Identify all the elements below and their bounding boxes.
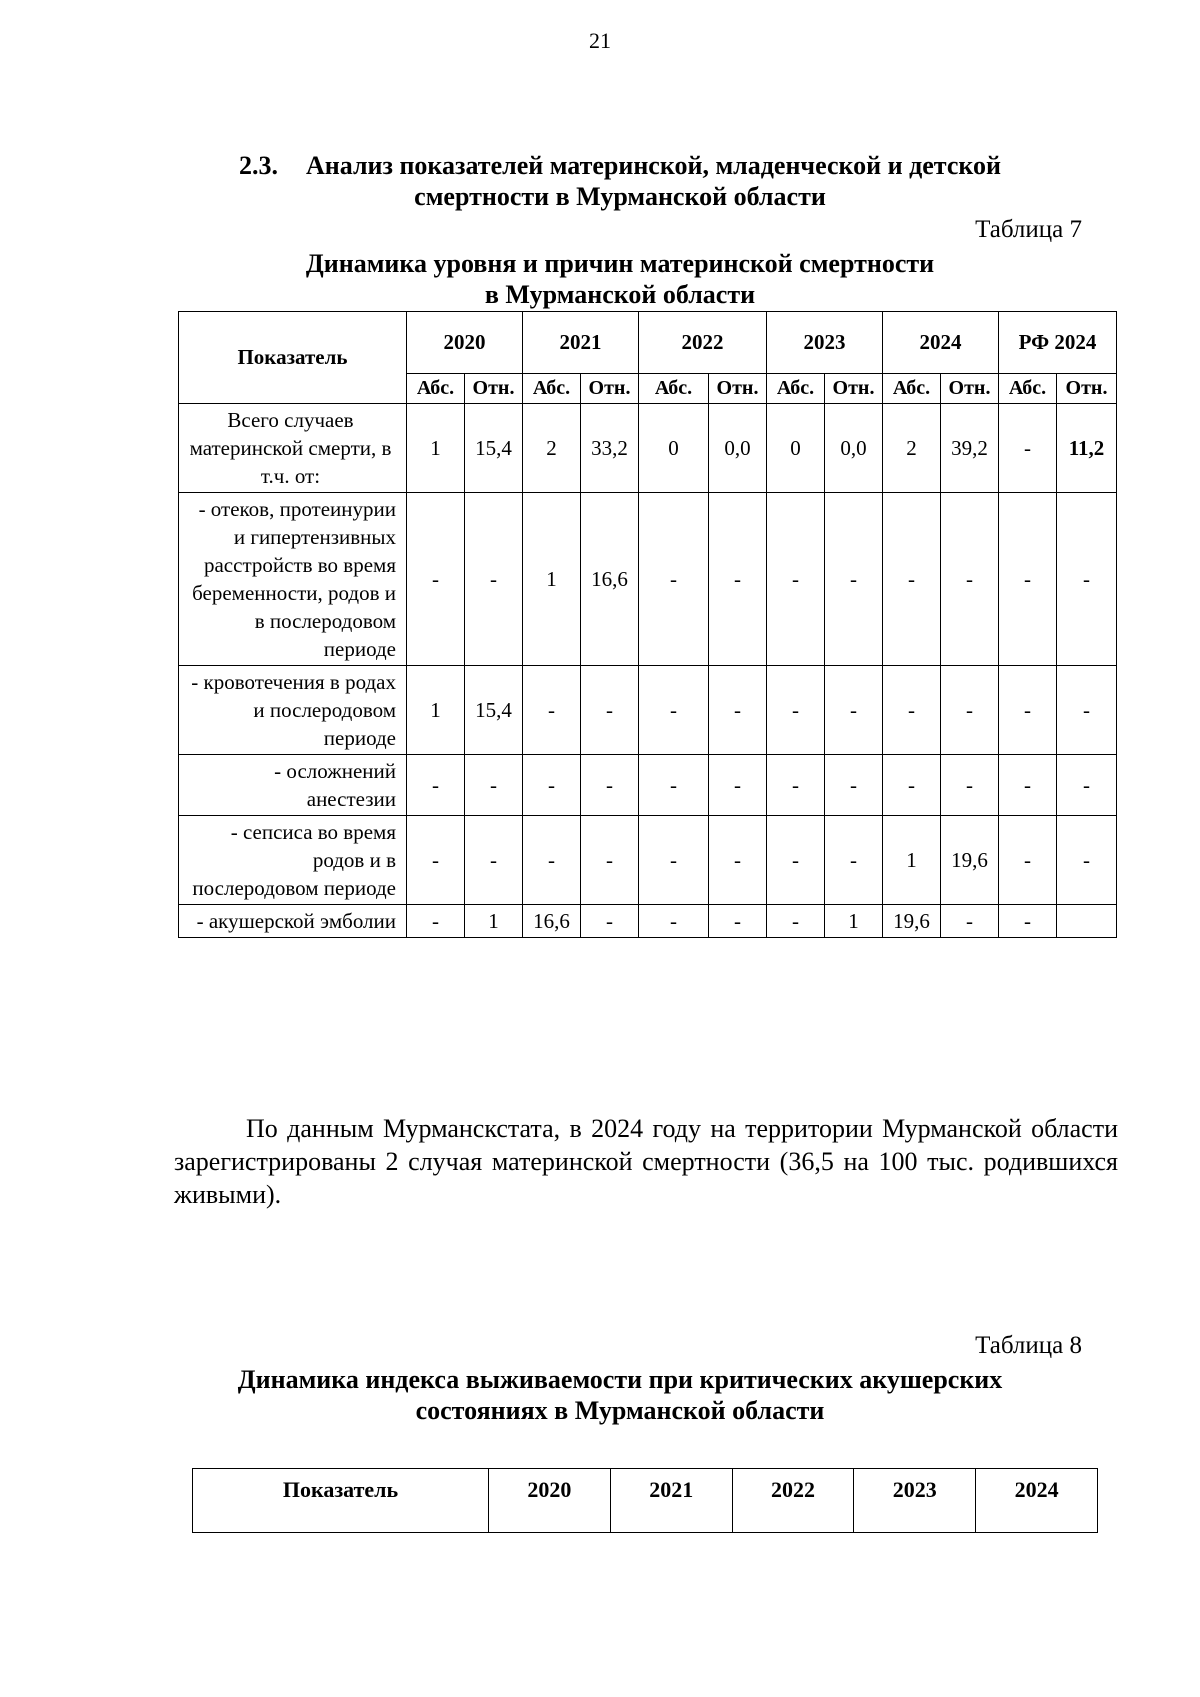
table-cell: - bbox=[581, 816, 639, 905]
table-cell: 15,4 bbox=[465, 404, 523, 493]
table-cell: 1 bbox=[883, 816, 941, 905]
table-cell: 1 bbox=[407, 666, 465, 755]
section-title-line1: Анализ показателей материнской, младенческой и детской bbox=[305, 151, 1002, 180]
row-label: Всего случаев материнской смерти, в т.ч. от: bbox=[179, 404, 407, 493]
table-cell: - bbox=[883, 493, 941, 666]
table-cell: - bbox=[639, 816, 709, 905]
table-cell: - bbox=[825, 816, 883, 905]
table-cell: 33,2 bbox=[581, 404, 639, 493]
table-cell: - bbox=[709, 493, 767, 666]
section-number: 2.3. bbox=[238, 151, 278, 180]
table-cell: - bbox=[407, 755, 465, 816]
table-cell: - bbox=[825, 493, 883, 666]
table-cell: - bbox=[465, 755, 523, 816]
table8-title-line2: состояниях в Мурманской области bbox=[415, 1396, 825, 1425]
table-cell: 2 bbox=[523, 404, 581, 493]
table-row bbox=[179, 905, 1117, 938]
table-cell: - bbox=[767, 755, 825, 816]
header-abs: Абс. bbox=[523, 374, 581, 404]
table-cell: - bbox=[941, 755, 999, 816]
table-cell: 15,4 bbox=[465, 666, 523, 755]
table-cell: - bbox=[407, 816, 465, 905]
table-cell: 0 bbox=[639, 404, 709, 493]
table-cell: - bbox=[825, 755, 883, 816]
header-abs: Абс. bbox=[407, 374, 465, 404]
survival-index-table bbox=[192, 1468, 1098, 1533]
header-rel: Отн. bbox=[825, 374, 883, 404]
header-abs: Абс. bbox=[639, 374, 709, 404]
table-cell: - bbox=[1057, 816, 1117, 905]
row-label: - кровотечения в родах и послеродовом периоде bbox=[179, 666, 407, 755]
header-indicator: Показатель bbox=[193, 1469, 489, 1533]
table-row bbox=[179, 816, 1117, 905]
table8-title bbox=[170, 1364, 1070, 1426]
table-cell: - bbox=[999, 755, 1057, 816]
table-cell: - bbox=[709, 755, 767, 816]
table-cell: - bbox=[639, 905, 709, 938]
table-cell: - bbox=[767, 905, 825, 938]
table7-title-line1: Динамика уровня и причин материнской смертности bbox=[305, 249, 935, 278]
table-cell: 11,2 bbox=[1057, 404, 1117, 493]
table-cell: - bbox=[581, 666, 639, 755]
table-cell: - bbox=[999, 666, 1057, 755]
header-year: 2021 bbox=[610, 1469, 732, 1533]
header-year: 2024 bbox=[883, 312, 999, 374]
table-cell: 0 bbox=[767, 404, 825, 493]
row-label: - акушерской эмболии bbox=[179, 905, 407, 938]
table7-body bbox=[179, 404, 1117, 938]
table-cell: - bbox=[999, 816, 1057, 905]
table-cell: 0,0 bbox=[825, 404, 883, 493]
table7-title-line2: в Мурманской области bbox=[484, 280, 756, 309]
row-label: - осложнений анестезии bbox=[179, 755, 407, 816]
header-rel: Отн. bbox=[465, 374, 523, 404]
table-row bbox=[179, 493, 1117, 666]
table-cell: - bbox=[407, 905, 465, 938]
table-cell: 19,6 bbox=[941, 816, 999, 905]
header-year: 2024 bbox=[976, 1469, 1098, 1533]
table-cell: - bbox=[709, 816, 767, 905]
table-cell: - bbox=[465, 493, 523, 666]
header-year: 2020 bbox=[489, 1469, 611, 1533]
table-cell: - bbox=[883, 666, 941, 755]
table-cell: 16,6 bbox=[581, 493, 639, 666]
table-cell: - bbox=[465, 816, 523, 905]
header-year: 2020 bbox=[407, 312, 523, 374]
table-cell: - bbox=[709, 666, 767, 755]
header-year: 2022 bbox=[732, 1469, 854, 1533]
header-year: 2023 bbox=[767, 312, 883, 374]
table-cell: - bbox=[883, 755, 941, 816]
table-cell: 1 bbox=[825, 905, 883, 938]
header-abs: Абс. bbox=[883, 374, 941, 404]
table-cell: - bbox=[709, 905, 767, 938]
table-cell: - bbox=[581, 905, 639, 938]
maternal-mortality-table bbox=[178, 311, 1117, 938]
body-paragraph: По данным Мурманскстата, в 2024 году на территории Мурманской области зарегистрированы 2 случая материнской смертности (36,5 на 100 тыс. родившихся живыми). bbox=[174, 1114, 1118, 1209]
header-year: РФ 2024 bbox=[999, 312, 1117, 374]
table-cell: - bbox=[767, 666, 825, 755]
header-rel: Отн. bbox=[1057, 374, 1117, 404]
row-label: - отеков, протеинурии и гипертензивных расстройств во время беременности, родов и в послеродовом периоде bbox=[179, 493, 407, 666]
table-cell bbox=[1057, 905, 1117, 938]
table-row bbox=[179, 666, 1117, 755]
table-cell: - bbox=[639, 666, 709, 755]
section-title-line2: смертности в Мурманской области bbox=[414, 182, 826, 211]
table-cell: - bbox=[999, 404, 1057, 493]
header-year: 2022 bbox=[639, 312, 767, 374]
header-year: 2021 bbox=[523, 312, 639, 374]
table-cell: 1 bbox=[407, 404, 465, 493]
table8-caption: Таблица 8 bbox=[975, 1332, 1082, 1359]
section-title bbox=[170, 150, 1070, 212]
table-cell: - bbox=[941, 493, 999, 666]
table-cell: 1 bbox=[523, 493, 581, 666]
table-cell: - bbox=[1057, 493, 1117, 666]
table7-title bbox=[170, 248, 1070, 310]
table-cell: - bbox=[407, 493, 465, 666]
header-abs: Абс. bbox=[999, 374, 1057, 404]
table-row bbox=[179, 404, 1117, 493]
table-cell: - bbox=[523, 666, 581, 755]
header-year: 2023 bbox=[854, 1469, 976, 1533]
table-cell: 16,6 bbox=[523, 905, 581, 938]
page-number: 21 bbox=[589, 28, 611, 53]
table8-title-line1: Динамика индекса выживаемости при критических акушерских bbox=[237, 1365, 1003, 1394]
table-cell: - bbox=[941, 666, 999, 755]
row-label: - сепсиса во время родов и в послеродовом периоде bbox=[179, 816, 407, 905]
table-row bbox=[179, 755, 1117, 816]
header-abs: Абс. bbox=[767, 374, 825, 404]
table-cell: - bbox=[767, 816, 825, 905]
header-indicator: Показатель bbox=[179, 312, 407, 404]
table-cell: - bbox=[999, 905, 1057, 938]
table-cell: 19,6 bbox=[883, 905, 941, 938]
table-cell: - bbox=[523, 816, 581, 905]
table-cell: - bbox=[523, 755, 581, 816]
table-cell: - bbox=[639, 493, 709, 666]
header-rel: Отн. bbox=[581, 374, 639, 404]
header-rel: Отн. bbox=[709, 374, 767, 404]
table-cell: - bbox=[1057, 755, 1117, 816]
header-rel: Отн. bbox=[941, 374, 999, 404]
table-cell: - bbox=[941, 905, 999, 938]
table-cell: - bbox=[1057, 666, 1117, 755]
table-cell: - bbox=[825, 666, 883, 755]
table-cell: - bbox=[767, 493, 825, 666]
table-cell: - bbox=[999, 493, 1057, 666]
table-cell: 1 bbox=[465, 905, 523, 938]
table-cell: 2 bbox=[883, 404, 941, 493]
table-cell: 0,0 bbox=[709, 404, 767, 493]
table-cell: - bbox=[581, 755, 639, 816]
table-cell: 39,2 bbox=[941, 404, 999, 493]
table7-caption: Таблица 7 bbox=[975, 216, 1082, 243]
table-cell: - bbox=[639, 755, 709, 816]
